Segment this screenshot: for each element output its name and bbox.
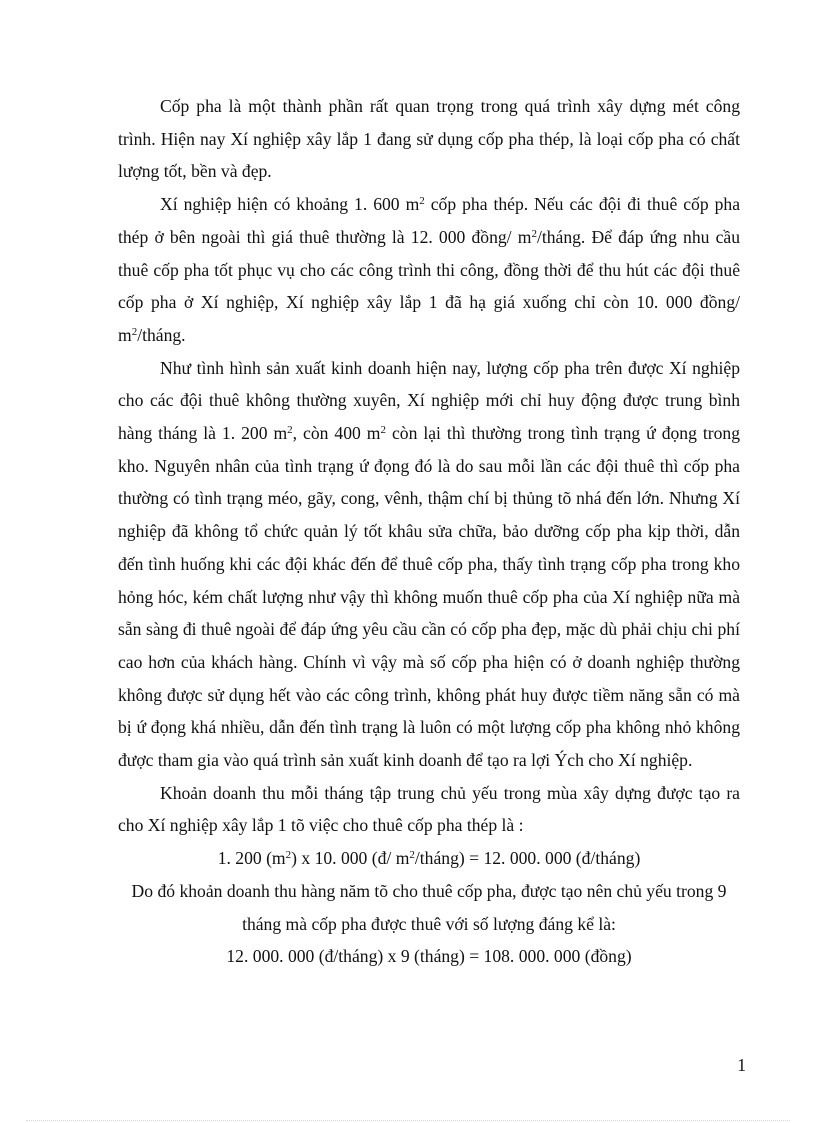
- text-run: /tháng. Để đáp ứng nhu cầu thuê cốp pha tốt phục vụ cho các công trình thi công, đồng thời để thu hút các đội thuê cốp pha ở Xí nghiệp, Xí nghiệp xây lắp 1 đã hạ giá xuống chỉ còn 10. 000 đồng/ m: [118, 226, 741, 345]
- superscript: 2: [380, 424, 386, 437]
- paragraph-current-situation: [118, 352, 740, 777]
- page-bottom-divider: [26, 1120, 790, 1121]
- text-run: Như tình hình sản xuất kinh doanh hiện nay, lượng cốp pha trên được Xí nghiệp cho các đội thuê không thường xuyên, Xí nghiệp mới chỉ huy động được trung bình hàng tháng là 1. 200 m: [118, 357, 740, 444]
- superscript: 2: [531, 227, 537, 240]
- body-text: [118, 90, 740, 973]
- superscript: 2: [285, 849, 292, 862]
- text-run: còn lại thì thường trong tình trạng ứ đọng trong kho. Nguyên nhân của tình trạng ứ đọng đó là do sau mỗi lần các đội thuê thì cốp pha thường có tình trạng méo, gãy, cong, vênh, thậm chí bị thủng tõ nhá đến lớn. Nhưng Xí nghiệp đã không tổ chức quản lý tốt khâu sửa chữa, bảo dưỡng cốp pha kịp thời, dẫn đến tình huống khi các đội khác đến để thuê cốp pha, thấy tình trạng cốp pha trong kho hỏng hóc, kém chất lượng như vậy thì không muốn thuê cốp pha của Xí nghiệp nữa mà sẵn sàng đi thuê ngoài để đáp ứng yêu cầu cần có cốp pha đẹp, mặc dù phải chịu chi phí cao hơn của khách hàng. Chính vì vậy mà số cốp pha hiện có ở doanh nghiệp thường không được sử dụng hết vào các công trình, không phát huy được tiềm năng sẵn có mà bị ứ đọng khá nhiều, dẫn đến tình trạng là luôn có một lượng cốp pha không nhỏ không được tham gia vào quá trình sản xuất kinh doanh để tạo ra lợi Ých cho Xí nghiệp.: [118, 423, 741, 771]
- text-run: ) x 10. 000 (đ/ m: [291, 848, 410, 869]
- text-run: , còn 400 m: [292, 423, 381, 444]
- superscript: 2: [287, 424, 293, 437]
- paragraph-monthly-revenue: Khoản doanh thu mỗi tháng tập trung chủ yếu trong mùa xây dựng được tạo ra cho Xí nghiệp xây lắp 1 tõ việc cho thuê cốp pha thép là :: [118, 782, 740, 836]
- superscript: 2: [419, 195, 425, 208]
- formula-annual-revenue: 12. 000. 000 (đ/tháng) x 9 (tháng) = 108. 000. 000 (đồng): [226, 946, 632, 967]
- superscript: 2: [409, 849, 415, 862]
- text-run: /tháng.: [137, 324, 186, 345]
- paragraph-formwork-intro: Cốp pha là một thành phần rất quan trọng trong quá trình xây dựng mét công trình. Hiện nay Xí nghiệp xây lắp 1 đang sử dụng cốp pha thép, là loại cốp pha có chất lượng tốt, bền và đẹp.: [118, 96, 740, 182]
- paragraph-rental-price: [118, 188, 740, 352]
- paragraph-annual-revenue: Do đó khoản doanh thu hàng năm tõ cho thuê cốp pha, được tạo nên chủ yếu trong 9 tháng mà cốp pha được thuê với số lượng đáng kể là:: [131, 880, 727, 934]
- page-number: 1: [737, 1055, 746, 1075]
- text-run: Xí nghiệp hiện có khoảng 1. 600 m: [160, 194, 420, 215]
- text-run: 1. 200 (m: [217, 848, 286, 869]
- text-run: cốp pha thép. Nếu các đội đi thuê cốp pha thép ở bên ngoài thì giá thuê thường là 12. 000 đồng/ m: [118, 194, 740, 247]
- formula-monthly-revenue: [118, 842, 740, 875]
- superscript: 2: [131, 325, 138, 338]
- text-run: /tháng) = 12. 000. 000 (đ/tháng): [414, 848, 641, 869]
